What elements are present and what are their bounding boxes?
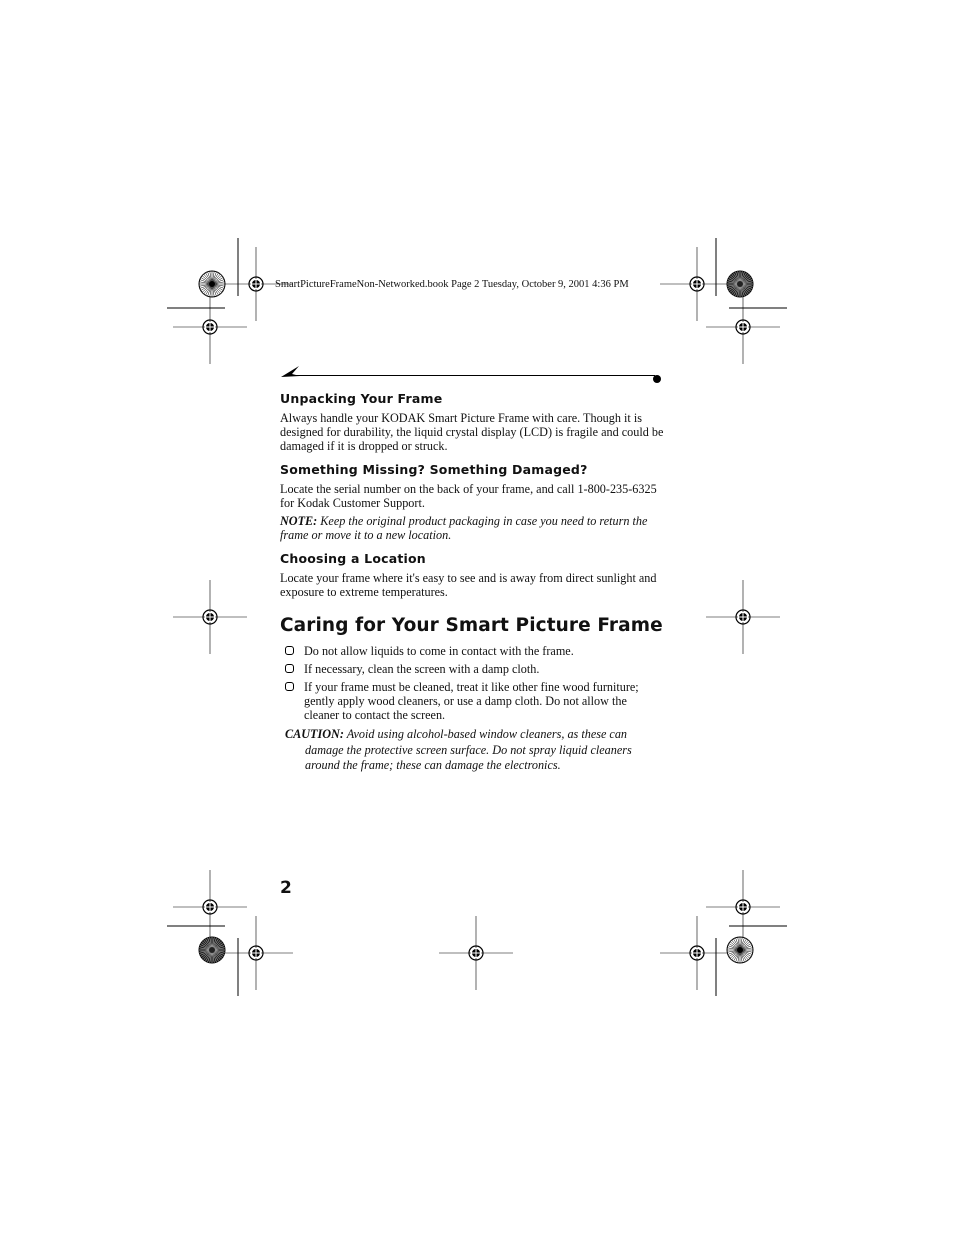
list-item: [283, 644, 663, 658]
bullet-text: Do not allow liquids to come in contact with the frame.: [304, 644, 574, 658]
registration-crosshair-icon: [173, 290, 247, 364]
registration-crosshair-icon: [706, 580, 780, 654]
checkbox-bullet-icon: [285, 682, 294, 691]
heading-location: Choosing a Location: [280, 551, 426, 566]
list-item: [283, 680, 663, 722]
location-text: Locate your frame where it's easy to see and is away from direct sunlight and exposure to extreme temperatures.: [280, 571, 657, 599]
star-target-icon: [727, 937, 753, 963]
star-target-icon: [199, 937, 225, 963]
registration-crosshair-icon: [219, 916, 293, 990]
caution: [285, 727, 645, 774]
missing-text: Locate the serial number on the back of your frame, and call 1-800-235-6325 for Kodak Customer Support.: [280, 482, 657, 510]
registration-crosshair-icon: [706, 870, 780, 944]
note-text: Keep the original product packaging in case you need to return the frame or move it to a new location.: [280, 514, 648, 542]
rule-dot-icon: [653, 375, 661, 383]
heading-missing: Something Missing? Something Damaged?: [280, 462, 588, 477]
caution-rest: damage the protective screen surface. Do not spray liquid cleaners around the frame; these can damage the electronics.: [305, 742, 632, 772]
heading-unpacking: Unpacking Your Frame: [280, 391, 443, 406]
book-slug: SmartPictureFrameNon-Networked.book Page 2 Tuesday, October 9, 2001 4:36 PM: [275, 279, 629, 290]
star-target-icon: [727, 271, 753, 297]
registration-crosshair-icon: [173, 580, 247, 654]
caution-label: CAUTION:: [285, 727, 344, 741]
bullet-text: If your frame must be cleaned, treat it like other fine wood furniture; gently apply wood cleaners, or use a damp cloth. Do not allow the cleaner to contact the screen.: [304, 680, 639, 722]
location-body: [280, 571, 665, 599]
registration-crosshair-icon: [439, 916, 513, 990]
checkbox-bullet-icon: [285, 664, 294, 673]
caring-bullet-list: [283, 644, 663, 726]
header-rule: [287, 375, 655, 376]
registration-crosshair-icon: [706, 290, 780, 364]
registration-crosshair-icon: [173, 870, 247, 944]
heading-caring: Caring for Your Smart Picture Frame: [280, 615, 663, 636]
star-target-icon: [199, 271, 225, 297]
checkbox-bullet-icon: [285, 646, 294, 655]
page-number: 2: [280, 878, 292, 898]
note: [280, 514, 665, 542]
registration-crosshair-icon: [660, 247, 734, 321]
missing-body: [280, 482, 665, 510]
note-label: NOTE:: [280, 514, 318, 528]
caution-first-line: Avoid using alcohol-based window cleaners, as these can: [346, 727, 628, 741]
unpacking-body: [280, 411, 665, 453]
registration-crosshair-icon: [660, 916, 734, 990]
bullet-text: If necessary, clean the screen with a damp cloth.: [304, 662, 540, 676]
list-item: [283, 662, 663, 676]
unpacking-text: Always handle your KODAK Smart Picture Frame with care. Though it is designed for durability, the liquid crystal display (LCD) is fragile and could be damaged if it is dropped or struck.: [280, 411, 664, 453]
